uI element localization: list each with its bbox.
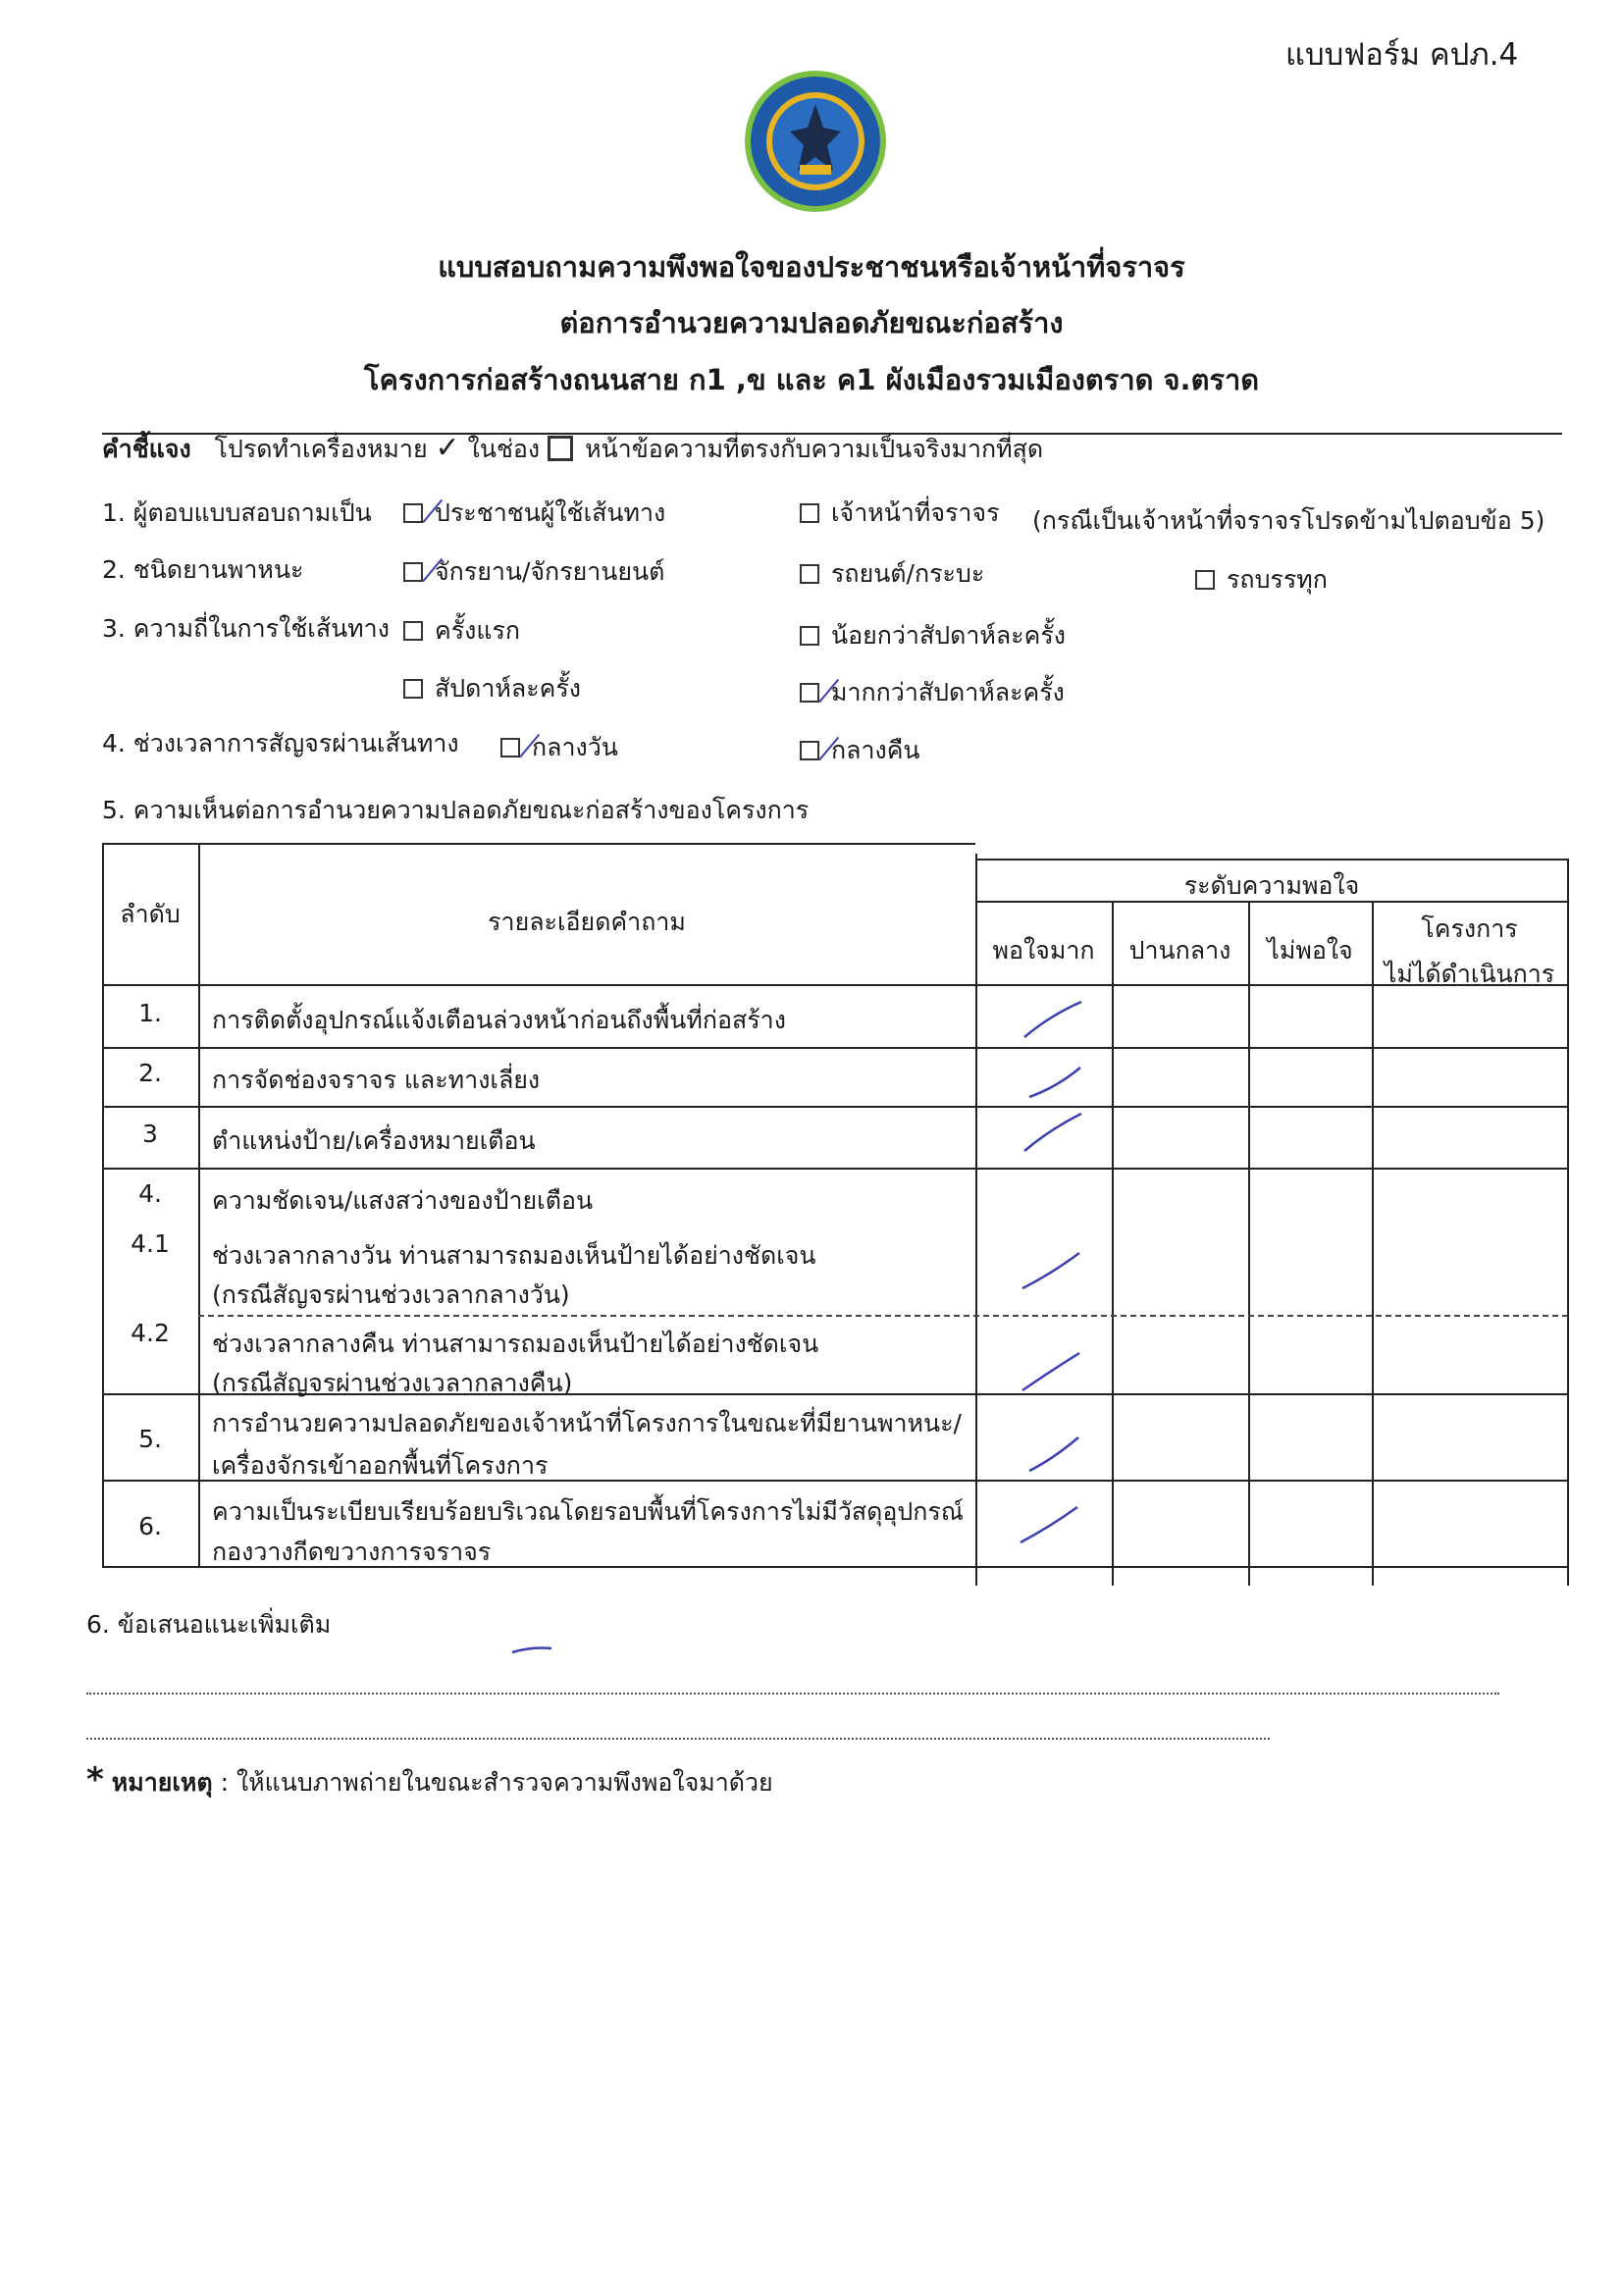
title-line-2: ต่อการอำนวยความปลอดภัยขณะก่อสร้าง <box>559 306 1064 339</box>
row-number: 4. <box>138 1179 162 1208</box>
row-question: ตำแหน่งป้าย/เครื่องหมายเตือน <box>212 1126 536 1155</box>
row-question: การติดตั้งอุปกรณ์แจ้งเตือนล่วงหน้าก่อนถึงพื้นที่ก่อสร้าง <box>212 1006 786 1034</box>
handwritten-tick-icon[interactable] <box>1021 998 1085 1043</box>
row-number: 5. <box>138 1425 162 1453</box>
row-question: การจัดช่องจราจร และทางเลี่ยง <box>212 1066 541 1094</box>
header-moderate: ปานกลาง <box>1128 936 1231 965</box>
row-question-line2: เครื่องจักรเข้าออกพื้นที่โครงการ <box>212 1451 549 1480</box>
instructions-part1: โปรดทำเครื่องหมาย <box>214 435 428 463</box>
q1-option-public[interactable] <box>403 494 665 533</box>
suggestion-label: 6. ข้อเสนอแนะเพิ่มเติม <box>86 1610 332 1639</box>
instructions <box>102 430 1043 469</box>
option-label: ครั้งแรก <box>435 616 521 645</box>
header-not-done-2: ไม่ได้ดำเนินการ <box>1384 960 1555 988</box>
checkbox-icon[interactable] <box>800 503 819 523</box>
instructions-part2: ในช่อง <box>467 435 541 463</box>
row-question-line2: กองวางกีดขวางการจราจร <box>212 1538 492 1566</box>
option-label: สัปดาห์ละครั้ง <box>435 674 581 703</box>
q3-option-more-weekly[interactable] <box>800 673 1065 712</box>
row-number: 3 <box>142 1120 158 1148</box>
q3-option-first[interactable] <box>403 611 520 651</box>
q3-option-weekly[interactable] <box>403 669 581 708</box>
q2-option-car[interactable] <box>800 554 984 594</box>
option-label: กลางวัน <box>532 733 618 761</box>
option-label: จักรยาน/จักรยานยนต์ <box>435 557 665 586</box>
instructions-label: คำชี้แจง <box>102 435 191 463</box>
option-label: เจ้าหน้าที่จราจร <box>831 498 1000 527</box>
q4-option-day[interactable] <box>500 728 618 767</box>
checkbox-icon <box>548 436 573 461</box>
q3-option-less-weekly[interactable] <box>800 616 1066 655</box>
handwritten-tick-icon[interactable] <box>1021 1110 1085 1155</box>
row-question: ความชัดเจน/แสงสว่างของป้ายเตือน <box>212 1186 594 1215</box>
form-code: แบบฟอร์ม คปภ.4 <box>1285 37 1519 73</box>
remark <box>86 1760 773 1802</box>
row-question: ช่วงเวลากลางคืน ท่านสามารถมองเห็นป้ายได้อย่างชัดเจน <box>212 1330 819 1358</box>
row-number: 2. <box>138 1059 162 1087</box>
q2-label: 2. ชนิดยานพาหนะ <box>102 555 304 584</box>
row-question-note: (กรณีสัญจรผ่านช่วงเวลากลางวัน) <box>212 1280 570 1309</box>
checkbox-checked-icon[interactable] <box>800 741 819 760</box>
header-detail: รายละเอียดคำถาม <box>488 908 686 936</box>
suggestion-line-1[interactable] <box>86 1693 1499 1695</box>
option-label: น้อยกว่าสัปดาห์ละครั้ง <box>831 621 1066 650</box>
remark-star: * <box>86 1760 104 1800</box>
row-number: 4.2 <box>131 1319 170 1347</box>
checkbox-icon[interactable] <box>1195 570 1215 590</box>
row-question: ช่วงเวลากลางวัน ท่านสามารถมองเห็นป้ายได้อย่างชัดเจน <box>212 1241 816 1270</box>
checkbox-icon[interactable] <box>403 621 423 641</box>
option-label: รถยนต์/กระบะ <box>831 559 985 588</box>
checkbox-icon[interactable] <box>403 679 423 699</box>
row-question: การอำนวยความปลอดภัยของเจ้าหน้าที่โครงการในขณะที่มียานพาหนะ/ <box>212 1409 962 1437</box>
pen-stroke-icon <box>510 1644 553 1656</box>
header-not-satisfied: ไม่พอใจ <box>1267 936 1353 965</box>
row-number: 6. <box>138 1512 162 1540</box>
option-label: ประชาชนผู้ใช้เส้นทาง <box>435 498 666 527</box>
q2-option-truck[interactable] <box>1195 560 1328 600</box>
option-label: มากกว่าสัปดาห์ละครั้ง <box>831 678 1065 706</box>
handwritten-tick-icon[interactable] <box>1017 1503 1081 1548</box>
remark-label: หมายเหตุ <box>111 1768 213 1797</box>
checkbox-checked-icon[interactable] <box>800 683 819 703</box>
checkbox-icon[interactable] <box>800 564 819 584</box>
header-not-done-1: โครงการ <box>1421 914 1518 943</box>
checkbox-checked-icon[interactable] <box>500 738 520 757</box>
check-mark-icon: ✓ <box>435 431 460 465</box>
option-label: รถบรรทุก <box>1227 565 1328 594</box>
header-no: ลำดับ <box>120 900 181 928</box>
q5-label: 5. ความเห็นต่อการอำนวยความปลอดภัยขณะก่อสร้างของโครงการ <box>102 796 810 824</box>
header-very-satisfied: พอใจมาก <box>992 936 1095 965</box>
checkbox-checked-icon[interactable] <box>403 503 423 523</box>
handwritten-tick-icon[interactable] <box>1023 1432 1088 1477</box>
q1-label: 1. ผู้ตอบแบบสอบถามเป็น <box>102 498 372 527</box>
row-question: ความเป็นระเบียบเรียบร้อยบริเวณโดยรอบพื้นที่โครงการไม่มีวัสดุอุปกรณ์ <box>212 1497 964 1526</box>
instructions-part3: หน้าข้อความที่ตรงกับความเป็นจริงมากที่สุด <box>585 435 1044 463</box>
option-label: กลางคืน <box>831 736 920 764</box>
q3-label: 3. ความถี่ในการใช้เส้นทาง <box>102 614 390 643</box>
q2-option-motorcycle[interactable] <box>403 552 664 592</box>
row-number: 1. <box>138 999 162 1027</box>
handwritten-tick-icon[interactable] <box>1019 1349 1083 1394</box>
checkbox-icon[interactable] <box>800 626 819 646</box>
q4-label: 4. ช่วงเวลาการสัญจรผ่านเส้นทาง <box>102 729 459 757</box>
row-number: 4.1 <box>131 1229 170 1258</box>
handwritten-tick-icon[interactable] <box>1023 1060 1088 1105</box>
department-emblem-icon <box>743 69 888 214</box>
row-question-note: (กรณีสัญจรผ่านช่วงเวลากลางคืน) <box>212 1369 573 1397</box>
header-level: ระดับความพอใจ <box>1183 871 1360 900</box>
q1-note: (กรณีเป็นเจ้าหน้าที่จราจรโปรดข้ามไปตอบข้อ 5) <box>1032 506 1545 535</box>
checkbox-checked-icon[interactable] <box>403 562 423 582</box>
suggestion-line-2[interactable] <box>86 1738 1270 1740</box>
remark-text: : ให้แนบภาพถ่ายในขณะสำรวจความพึงพอใจมาด้วย <box>212 1768 773 1797</box>
handwritten-tick-icon[interactable] <box>1019 1249 1083 1294</box>
title-line-1: แบบสอบถามความพึงพอใจของประชาชนหรือเจ้าหน้าที่จราจร <box>438 250 1185 284</box>
q4-option-night[interactable] <box>800 731 920 770</box>
title-line-3: โครงการก่อสร้างถนนสาย ก1 ,ข และ ค1 ผังเมืองรวมเมืองตราด จ.ตราด <box>363 363 1260 396</box>
q1-option-officer[interactable] <box>800 494 1000 533</box>
